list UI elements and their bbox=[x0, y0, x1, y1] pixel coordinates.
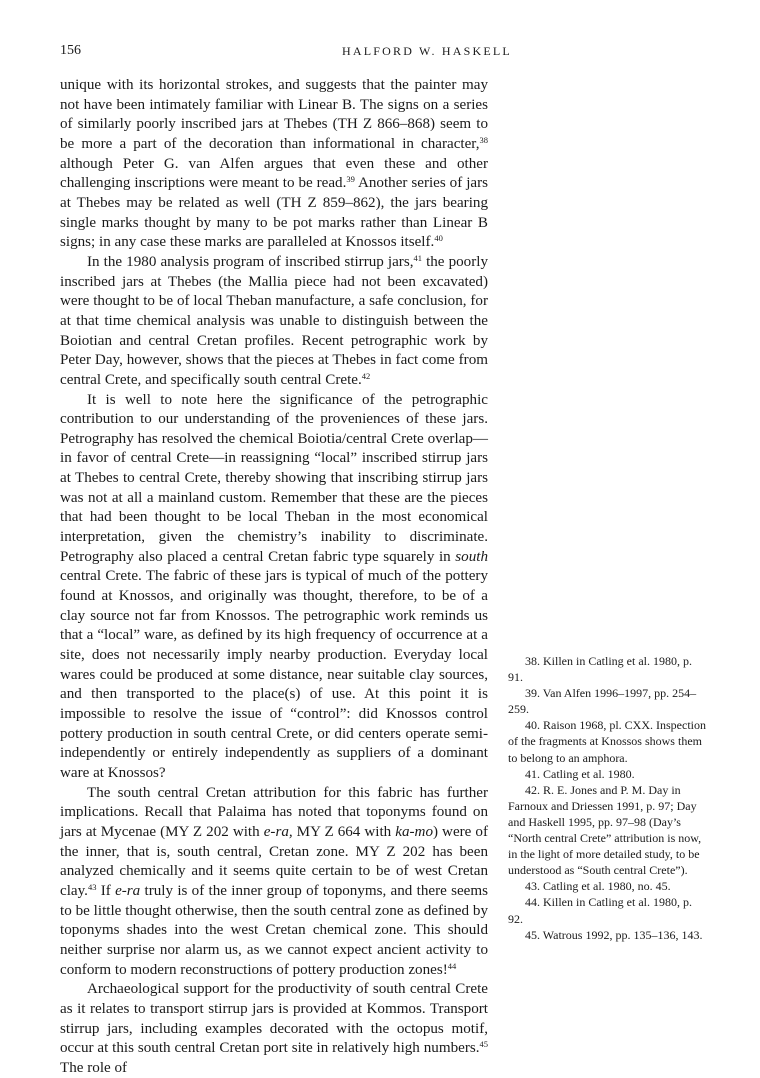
footnotes-column bbox=[508, 653, 708, 943]
footnote: 41. Catling et al. 1980. bbox=[525, 766, 635, 781]
footnote-reference: 39 bbox=[346, 174, 355, 185]
footnote-reference: 40 bbox=[434, 233, 443, 244]
body-text: central Crete. The fabric of these jars is typical of much of the pottery found at Knossos, and originally was thought, therefore, to be of a clay source not far from Knossos. The petrographic work reminds us that a “local” ware, as defined by its high frequency of occurrence at a site, does not necessarily imply nearby production. Everyday local wares could be produced at some distance, near suitable clay sources, and then transported to the place(s) of use. At this point it is impossible to resolve the issue of “control”: did Knossos control pottery production in south central Crete, or did centers operate semi-independently or entirely independently as suppliers of a dominant ware at Knossos? bbox=[60, 568, 488, 781]
body-paragraph bbox=[60, 784, 488, 981]
main-text-column bbox=[60, 76, 488, 1078]
body-text: the poorly inscribed jars at Thebes (the Mallia piece had not been excavated) were thought to be of local Theban manufacture, a safe conclusion, for at that time chemical analysis was unable to distinguish between the Boiotian and central Cretan profiles. Recent petrographic work by Peter Day, however, shows that the pieces at Thebes in fact come from central Crete, and specifically south central Crete. bbox=[60, 253, 488, 388]
body-text: Another series of jars at Thebes may be related as well (TH Z 859–862), the jars bearing single marks thought by many to be pot marks rather than Linear B signs; in any case these marks are paralleled at Knossos itself. bbox=[60, 175, 488, 251]
body-text: If bbox=[96, 882, 116, 899]
body-paragraph bbox=[60, 391, 488, 784]
footnote: 43. Catling et al. 1980, no. 45. bbox=[525, 879, 671, 894]
body-text: MY Z 664 with bbox=[292, 823, 396, 840]
body-text: The role of bbox=[60, 1059, 128, 1076]
footnote: 44. Killen in Catling et al. 1980, p. 92. bbox=[508, 895, 692, 926]
italic-term: south bbox=[455, 548, 488, 565]
body-text: Archaeological support for the productivity of south central Crete as it relates to transport stirrup jars is provided at Kommos. Transport stirrup jars, including examples decorated with the octopus motif, occur at this south central Cretan port site in relatively high numbers. bbox=[60, 981, 488, 1057]
footnote: 42. R. E. Jones and P. M. Day in Farnoux and Driessen 1991, p. 97; Day and Haskell 1995, pp. 97–98 (Day’s “North central Crete” attribution is now, in the light of more detailed study, to be understood as “South central Crete”). bbox=[508, 782, 702, 878]
running-head: HALFORD W. HASKELL bbox=[342, 44, 512, 58]
footnote-reference: 44 bbox=[447, 960, 457, 971]
footnote: 39. Van Alfen 1996–1997, pp. 254–259. bbox=[508, 686, 697, 717]
footnote: 45. Watrous 1992, pp. 135–136, 143. bbox=[525, 927, 703, 942]
page-number: 156 bbox=[60, 43, 81, 58]
footnote-reference: 45 bbox=[479, 1039, 488, 1050]
body-text: It is well to note here the significance of the petrographic contribution to our understanding of the proveniences of these jars. Petrography has resolved the chemical Boiotia/central Crete overlap—in favor of central Crete—in reassigning “local” inscribed stirrup jars at Thebes to central Crete, thereby showing that inscribing stirrup jars was not at all a mainland custom. Remember that these are the pieces that had been thought to be local Theban in the most economical interpretation, given the chemistry’s inability to discriminate. Petrography also placed a central Cretan fabric type squarely in bbox=[60, 391, 488, 565]
italic-term: e-ra bbox=[115, 882, 141, 899]
body-paragraph bbox=[60, 253, 488, 391]
italic-term: ka-mo bbox=[395, 823, 433, 840]
body-paragraph bbox=[60, 980, 488, 1078]
footnote-reference: 41 bbox=[413, 252, 422, 263]
footnote-reference: 38 bbox=[479, 134, 488, 145]
body-text: In the 1980 analysis program of inscribed stirrup jars, bbox=[87, 253, 414, 270]
footnote: 40. Raison 1968, pl. CXX. Inspection of the fragments at Knossos shows them to belong to an amphora. bbox=[508, 718, 706, 765]
body-text: ) were of the inner, that is, south central, Cretan zone. MY Z 202 has been analyzed chemically and it seems quite certain to be of west Cretan clay. bbox=[60, 823, 488, 899]
italic-term: e-ra, bbox=[263, 823, 293, 840]
body-text: The south central Cretan attribution for this fabric has further implications. Recall that Palaima has noted that toponyms found on jars at Mycenae (MY Z 202 with bbox=[60, 784, 488, 840]
footnote: 38. Killen in Catling et al. 1980, p. 91. bbox=[508, 654, 692, 685]
body-text: although Peter G. van Alfen argues that even these and other challenging inscriptions were meant to be read. bbox=[60, 155, 488, 192]
footnote-reference: 42 bbox=[361, 370, 371, 381]
body-text: unique with its horizontal strokes, and suggests that the painter may not have been intimately familiar with Linear B. The signs on a series of similarly poorly inscribed jars at Thebes (TH Z 866–868) seem to be more a part of the decoration than informational in character, bbox=[60, 77, 488, 152]
body-paragraph bbox=[60, 76, 488, 253]
body-text: truly is of the inner group of toponyms, and there seems to be little thought otherwise, then the south central zone as defined by toponyms shades into the west Cretan chemical zone. This should neither surprise nor alarm us, as we cannot expect ancient activity to conform to modern reconstructions of pottery production zones! bbox=[60, 882, 488, 978]
footnote-reference: 43 bbox=[87, 881, 97, 892]
